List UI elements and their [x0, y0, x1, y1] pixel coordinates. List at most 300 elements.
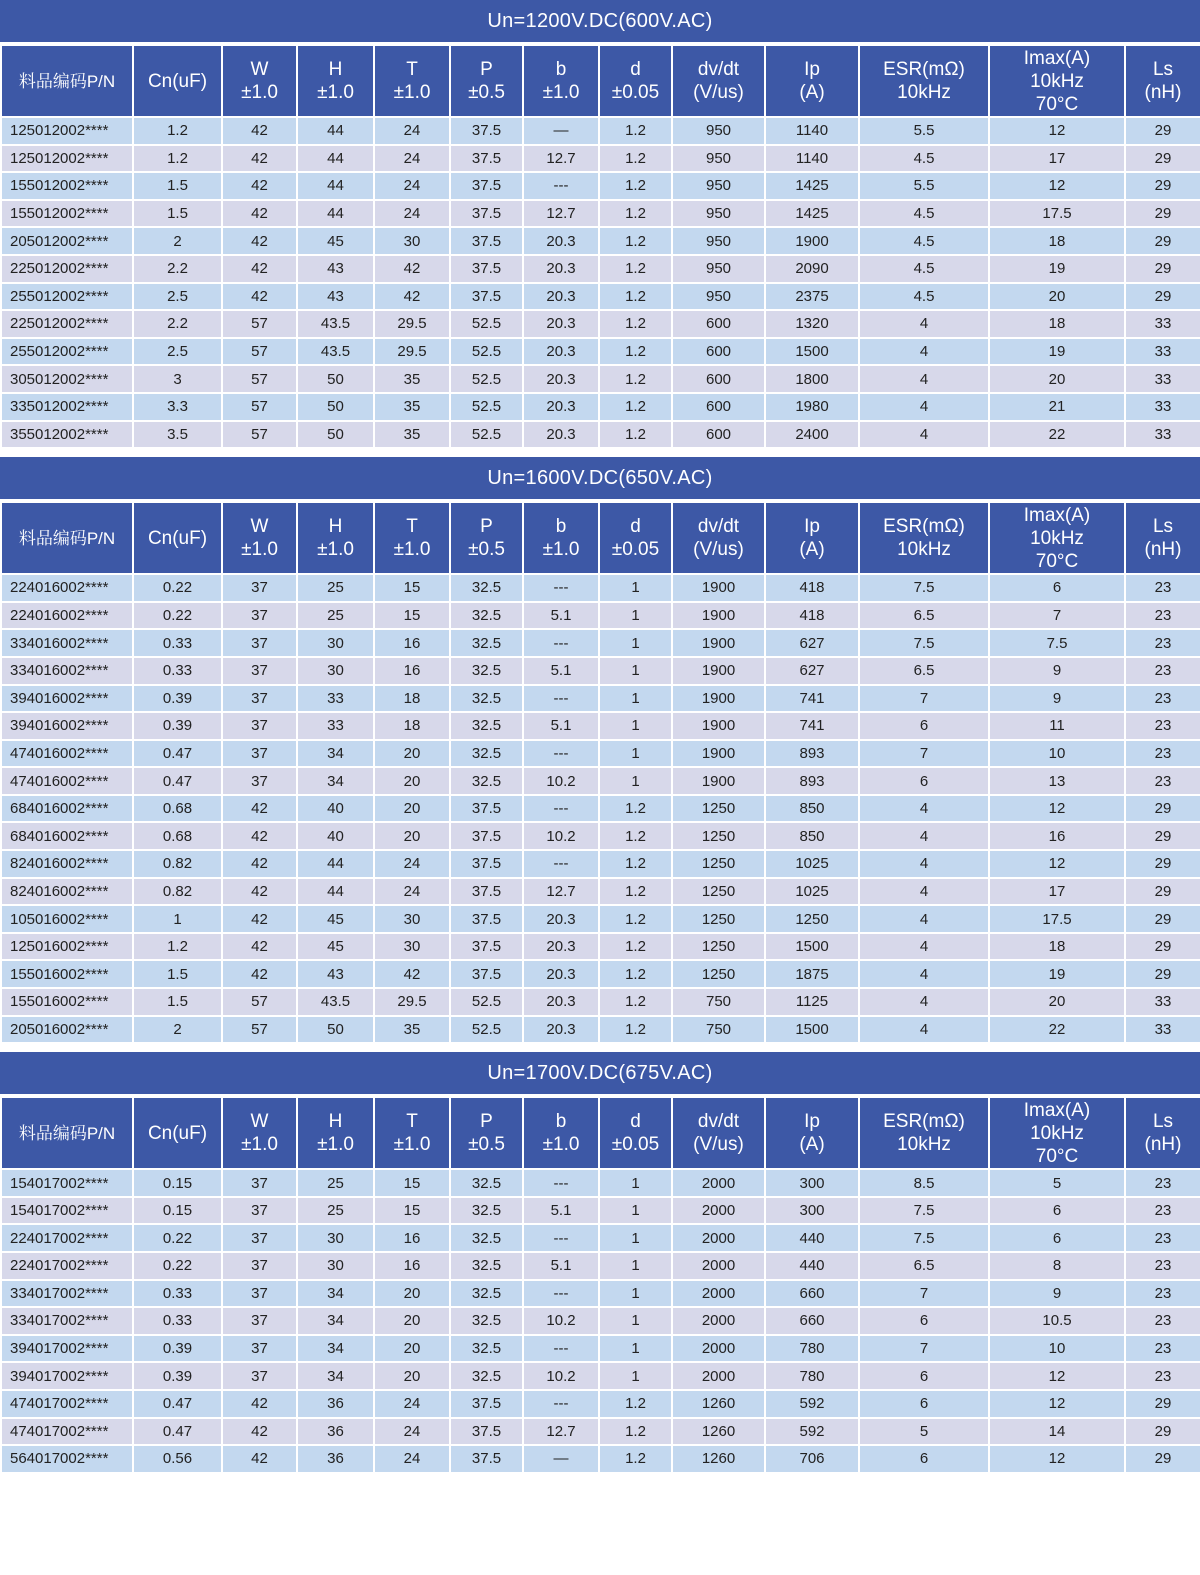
table-row — [1, 117, 1200, 145]
cell-d: 1 — [599, 740, 672, 768]
cell-peak-current: 1425 — [765, 172, 859, 200]
header-line: 料品编码P/N — [18, 71, 116, 91]
cell-d: 1.2 — [599, 365, 672, 393]
cell-inductance: 29 — [1125, 227, 1200, 255]
cell-d: 1.2 — [599, 1390, 672, 1418]
cell-capacitance: 0.22 — [133, 1252, 222, 1280]
cell-inductance: 23 — [1125, 629, 1200, 657]
header-line: 10kHz — [897, 82, 951, 103]
header-line: ESR(mΩ) — [883, 59, 965, 80]
cell-inductance: 29 — [1125, 1390, 1200, 1418]
column-header-capacitance — [133, 1097, 222, 1169]
table-row — [1, 602, 1200, 630]
cell-height: 33 — [297, 712, 374, 740]
cell-peak-current: 2400 — [765, 421, 859, 449]
cell-pitch: 37.5 — [450, 905, 523, 933]
section-title: Un=1600V.DC(650V.AC) — [0, 457, 1200, 501]
cell-esr: 6.5 — [859, 1252, 989, 1280]
cell-imax: 19 — [989, 960, 1125, 988]
cell-esr: 4 — [859, 310, 989, 338]
cell-width: 37 — [222, 1307, 297, 1335]
cell-capacitance: 1.2 — [133, 117, 222, 145]
section-title: Un=1200V.DC(600V.AC) — [0, 0, 1200, 44]
cell-width: 42 — [222, 1445, 297, 1473]
cell-imax: 13 — [989, 767, 1125, 795]
cell-peak-current: 780 — [765, 1335, 859, 1363]
header-line: (A) — [799, 539, 825, 561]
column-header-b — [523, 502, 599, 574]
cell-b: 20.3 — [523, 988, 599, 1016]
cell-imax: 17 — [989, 145, 1125, 173]
cell-d: 1 — [599, 602, 672, 630]
cell-imax: 22 — [989, 421, 1125, 449]
table-row — [1, 988, 1200, 1016]
cell-width: 37 — [222, 629, 297, 657]
header-line: (V/us) — [693, 539, 744, 561]
table-row — [1, 172, 1200, 200]
cell-height: 45 — [297, 905, 374, 933]
cell-esr: 4.5 — [859, 227, 989, 255]
cell-d: 1.2 — [599, 145, 672, 173]
cell-dv-dt: 1250 — [672, 933, 765, 961]
cell-pitch: 52.5 — [450, 393, 523, 421]
cell-height: 50 — [297, 421, 374, 449]
cell-d: 1 — [599, 685, 672, 713]
cell-pitch: 32.5 — [450, 657, 523, 685]
cell-thickness: 42 — [374, 283, 450, 311]
cell-imax: 6 — [989, 1224, 1125, 1252]
cell-inductance: 23 — [1125, 1280, 1200, 1308]
cell-pitch: 37.5 — [450, 172, 523, 200]
cell-pitch: 37.5 — [450, 283, 523, 311]
cell-inductance: 29 — [1125, 145, 1200, 173]
cell-part-number: 205016002**** — [1, 1016, 133, 1044]
cell-imax: 20 — [989, 283, 1125, 311]
cell-peak-current: 893 — [765, 740, 859, 768]
cell-thickness: 29.5 — [374, 310, 450, 338]
column-header-pitch — [450, 45, 523, 117]
cell-d: 1 — [599, 1307, 672, 1335]
cell-part-number: 824016002**** — [1, 850, 133, 878]
cell-esr: 4 — [859, 365, 989, 393]
cell-height: 25 — [297, 1197, 374, 1225]
table-row — [1, 878, 1200, 906]
column-header-part-number — [1, 45, 133, 117]
cell-peak-current: 1025 — [765, 878, 859, 906]
table-row — [1, 365, 1200, 393]
cell-thickness: 30 — [374, 227, 450, 255]
cell-width: 37 — [222, 1224, 297, 1252]
cell-esr: 4.5 — [859, 283, 989, 311]
header-line: ±0.5 — [468, 1134, 505, 1156]
cell-esr: 4 — [859, 421, 989, 449]
cell-capacitance: 0.47 — [133, 1418, 222, 1446]
cell-inductance: 23 — [1125, 574, 1200, 602]
cell-height: 34 — [297, 1307, 374, 1335]
cell-inductance: 23 — [1125, 1197, 1200, 1225]
cell-capacitance: 0.39 — [133, 712, 222, 740]
header-line: (A) — [799, 82, 825, 103]
cell-height: 34 — [297, 1280, 374, 1308]
cell-imax: 17.5 — [989, 200, 1125, 228]
header-line: ±1.0 — [393, 82, 431, 103]
cell-height: 50 — [297, 1016, 374, 1044]
cell-height: 43.5 — [297, 988, 374, 1016]
cell-thickness: 16 — [374, 657, 450, 685]
cell-d: 1 — [599, 574, 672, 602]
cell-width: 57 — [222, 338, 297, 366]
cell-inductance: 29 — [1125, 933, 1200, 961]
cell-width: 57 — [222, 393, 297, 421]
cell-part-number: 225012002**** — [1, 255, 133, 283]
cell-d: 1.2 — [599, 117, 672, 145]
cell-width: 42 — [222, 960, 297, 988]
cell-width: 42 — [222, 905, 297, 933]
header-line: Cn(uF) — [147, 70, 208, 92]
cell-peak-current: 1500 — [765, 338, 859, 366]
cell-b: 5.1 — [523, 712, 599, 740]
table-row — [1, 1445, 1200, 1473]
cell-part-number: 334017002**** — [1, 1307, 133, 1335]
cell-d: 1.2 — [599, 960, 672, 988]
cell-esr: 4.5 — [859, 200, 989, 228]
cell-thickness: 18 — [374, 712, 450, 740]
table-row — [1, 767, 1200, 795]
cell-inductance: 29 — [1125, 200, 1200, 228]
cell-inductance: 29 — [1125, 822, 1200, 850]
cell-imax: 18 — [989, 933, 1125, 961]
cell-imax: 7 — [989, 602, 1125, 630]
cell-esr: 6 — [859, 767, 989, 795]
column-header-width — [222, 45, 297, 117]
cell-peak-current: 300 — [765, 1169, 859, 1197]
cell-height: 40 — [297, 795, 374, 823]
cell-capacitance: 0.39 — [133, 1362, 222, 1390]
column-header-d — [599, 45, 672, 117]
cell-inductance: 29 — [1125, 1418, 1200, 1446]
cell-esr: 7 — [859, 1280, 989, 1308]
cell-part-number: 474016002**** — [1, 740, 133, 768]
cell-width: 57 — [222, 988, 297, 1016]
cell-b: --- — [523, 629, 599, 657]
header-line: 料品编码P/N — [18, 528, 116, 548]
spec-section — [0, 457, 1200, 1044]
cell-capacitance: 0.56 — [133, 1445, 222, 1473]
cell-capacitance: 1.5 — [133, 172, 222, 200]
cell-height: 30 — [297, 629, 374, 657]
section-gap — [0, 449, 1200, 457]
column-header-esr — [859, 1097, 989, 1169]
cell-thickness: 35 — [374, 421, 450, 449]
header-line: W — [250, 59, 269, 80]
cell-pitch: 37.5 — [450, 795, 523, 823]
cell-height: 43 — [297, 255, 374, 283]
cell-b: --- — [523, 850, 599, 878]
header-line: ±0.05 — [611, 82, 660, 103]
column-header-capacitance — [133, 502, 222, 574]
cell-inductance: 29 — [1125, 283, 1200, 311]
cell-capacitance: 0.15 — [133, 1197, 222, 1225]
cell-dv-dt: 950 — [672, 145, 765, 173]
header-line: ±1.0 — [542, 82, 580, 103]
cell-width: 37 — [222, 685, 297, 713]
cell-b: 20.3 — [523, 393, 599, 421]
cell-part-number: 255012002**** — [1, 283, 133, 311]
table-row — [1, 200, 1200, 228]
cell-pitch: 37.5 — [450, 200, 523, 228]
cell-b: --- — [523, 1224, 599, 1252]
cell-esr: 4.5 — [859, 145, 989, 173]
cell-dv-dt: 950 — [672, 227, 765, 255]
cell-d: 1 — [599, 1280, 672, 1308]
cell-height: 25 — [297, 602, 374, 630]
cell-part-number: 155012002**** — [1, 200, 133, 228]
cell-part-number: 155016002**** — [1, 988, 133, 1016]
cell-inductance: 33 — [1125, 421, 1200, 449]
cell-pitch: 37.5 — [450, 117, 523, 145]
cell-esr: 4 — [859, 905, 989, 933]
cell-width: 37 — [222, 767, 297, 795]
cell-pitch: 32.5 — [450, 1362, 523, 1390]
column-header-part-number — [1, 1097, 133, 1169]
cell-height: 30 — [297, 1252, 374, 1280]
header-line: (nH) — [1144, 1134, 1182, 1156]
cell-height: 36 — [297, 1390, 374, 1418]
cell-thickness: 20 — [374, 1307, 450, 1335]
header-line: T — [406, 516, 418, 538]
cell-pitch: 32.5 — [450, 1224, 523, 1252]
cell-width: 42 — [222, 1390, 297, 1418]
cell-height: 43.5 — [297, 310, 374, 338]
column-header-inductance — [1125, 1097, 1200, 1169]
cell-capacitance: 2.2 — [133, 310, 222, 338]
cell-inductance: 23 — [1125, 767, 1200, 795]
cell-dv-dt: 2000 — [672, 1307, 765, 1335]
cell-height: 30 — [297, 657, 374, 685]
cell-d: 1 — [599, 1224, 672, 1252]
cell-b: --- — [523, 795, 599, 823]
header-line: (V/us) — [693, 1134, 744, 1156]
cell-height: 44 — [297, 117, 374, 145]
cell-b: 20.3 — [523, 960, 599, 988]
cell-pitch: 37.5 — [450, 933, 523, 961]
header-line: ±1.0 — [393, 539, 431, 561]
cell-part-number: 334017002**** — [1, 1280, 133, 1308]
cell-part-number: 305012002**** — [1, 365, 133, 393]
cell-width: 42 — [222, 255, 297, 283]
cell-inductance: 33 — [1125, 1016, 1200, 1044]
cell-thickness: 20 — [374, 1362, 450, 1390]
cell-d: 1 — [599, 1197, 672, 1225]
cell-d: 1.2 — [599, 795, 672, 823]
cell-width: 42 — [222, 878, 297, 906]
cell-d: 1.2 — [599, 988, 672, 1016]
cell-width: 57 — [222, 1016, 297, 1044]
cell-part-number: 225012002**** — [1, 310, 133, 338]
cell-width: 42 — [222, 172, 297, 200]
spec-section — [0, 1052, 1200, 1474]
cell-inductance: 29 — [1125, 172, 1200, 200]
section-title: Un=1700V.DC(675V.AC) — [0, 1052, 1200, 1096]
cell-thickness: 30 — [374, 905, 450, 933]
column-header-peak-current — [765, 1097, 859, 1169]
cell-peak-current: 1980 — [765, 393, 859, 421]
column-header-pitch — [450, 1097, 523, 1169]
cell-width: 37 — [222, 1280, 297, 1308]
cell-d: 1 — [599, 1362, 672, 1390]
header-line: b — [555, 516, 567, 538]
header-line: ±1.0 — [317, 1134, 354, 1156]
cell-height: 45 — [297, 933, 374, 961]
cell-d: 1.2 — [599, 421, 672, 449]
cell-pitch: 32.5 — [450, 1197, 523, 1225]
cell-capacitance: 1.2 — [133, 145, 222, 173]
cell-d: 1 — [599, 1335, 672, 1363]
header-line: T — [406, 59, 418, 80]
cell-part-number: 684016002**** — [1, 795, 133, 823]
cell-height: 44 — [297, 145, 374, 173]
cell-capacitance: 0.82 — [133, 850, 222, 878]
table-row — [1, 393, 1200, 421]
cell-width: 42 — [222, 795, 297, 823]
cell-peak-current: 1500 — [765, 933, 859, 961]
cell-peak-current: 780 — [765, 1362, 859, 1390]
cell-part-number: 125012002**** — [1, 145, 133, 173]
cell-d: 1.2 — [599, 393, 672, 421]
cell-dv-dt: 1250 — [672, 795, 765, 823]
cell-height: 44 — [297, 172, 374, 200]
cell-b: 12.7 — [523, 878, 599, 906]
cell-pitch: 52.5 — [450, 338, 523, 366]
cell-esr: 7.5 — [859, 1197, 989, 1225]
cell-thickness: 20 — [374, 740, 450, 768]
header-line: 10kHz — [1030, 70, 1084, 92]
cell-capacitance: 2.5 — [133, 338, 222, 366]
cell-d: 1.2 — [599, 227, 672, 255]
cell-b: 20.3 — [523, 933, 599, 961]
header-line: H — [328, 516, 343, 538]
column-header-width — [222, 1097, 297, 1169]
cell-b: --- — [523, 685, 599, 713]
cell-thickness: 24 — [374, 878, 450, 906]
cell-capacitance: 3 — [133, 365, 222, 393]
cell-imax: 20 — [989, 365, 1125, 393]
column-header-width — [222, 502, 297, 574]
column-header-thickness — [374, 502, 450, 574]
cell-peak-current: 741 — [765, 685, 859, 713]
cell-esr: 7 — [859, 1335, 989, 1363]
cell-esr: 7.5 — [859, 574, 989, 602]
cell-imax: 10 — [989, 740, 1125, 768]
cell-dv-dt: 950 — [672, 283, 765, 311]
cell-capacitance: 2 — [133, 227, 222, 255]
cell-d: 1 — [599, 629, 672, 657]
cell-pitch: 52.5 — [450, 421, 523, 449]
column-header-d — [599, 502, 672, 574]
header-line: (nH) — [1144, 82, 1182, 103]
header-line: dv/dt — [697, 1111, 740, 1133]
cell-peak-current: 592 — [765, 1418, 859, 1446]
cell-b: 10.2 — [523, 1362, 599, 1390]
cell-pitch: 37.5 — [450, 878, 523, 906]
cell-dv-dt: 950 — [672, 117, 765, 145]
cell-width: 57 — [222, 310, 297, 338]
cell-b: 20.3 — [523, 338, 599, 366]
cell-peak-current: 1025 — [765, 850, 859, 878]
header-line: P — [480, 59, 493, 80]
header-line: Ip — [804, 516, 820, 538]
cell-peak-current: 592 — [765, 1390, 859, 1418]
cell-peak-current: 1320 — [765, 310, 859, 338]
cell-width: 42 — [222, 283, 297, 311]
cell-d: 1 — [599, 1169, 672, 1197]
header-line: (V/us) — [693, 82, 744, 103]
cell-imax: 22 — [989, 1016, 1125, 1044]
cell-imax: 12 — [989, 1445, 1125, 1473]
header-line: ±1.0 — [241, 539, 278, 561]
cell-capacitance: 0.33 — [133, 657, 222, 685]
cell-thickness: 24 — [374, 1418, 450, 1446]
cell-b: 5.1 — [523, 1252, 599, 1280]
table-row — [1, 822, 1200, 850]
header-line: Ip — [804, 1111, 820, 1133]
cell-pitch: 32.5 — [450, 1252, 523, 1280]
cell-esr: 4 — [859, 878, 989, 906]
cell-inductance: 23 — [1125, 685, 1200, 713]
header-line: ESR(mΩ) — [883, 516, 965, 538]
cell-capacitance: 3.5 — [133, 421, 222, 449]
cell-thickness: 24 — [374, 1445, 450, 1473]
cell-height: 40 — [297, 822, 374, 850]
cell-peak-current: 1875 — [765, 960, 859, 988]
cell-peak-current: 2090 — [765, 255, 859, 283]
cell-imax: 12 — [989, 1362, 1125, 1390]
cell-b: --- — [523, 1280, 599, 1308]
header-line: Ls — [1152, 59, 1174, 80]
cell-height: 43.5 — [297, 338, 374, 366]
cell-esr: 4.5 — [859, 255, 989, 283]
cell-capacitance: 0.47 — [133, 740, 222, 768]
cell-dv-dt: 1260 — [672, 1390, 765, 1418]
column-header-imax — [989, 45, 1125, 117]
cell-inductance: 23 — [1125, 1169, 1200, 1197]
cell-dv-dt: 2000 — [672, 1169, 765, 1197]
cell-part-number: 564017002**** — [1, 1445, 133, 1473]
cell-pitch: 32.5 — [450, 629, 523, 657]
cell-peak-current: 1140 — [765, 117, 859, 145]
cell-b: --- — [523, 1335, 599, 1363]
cell-esr: 6 — [859, 1390, 989, 1418]
column-header-peak-current — [765, 502, 859, 574]
cell-imax: 9 — [989, 657, 1125, 685]
cell-dv-dt: 600 — [672, 338, 765, 366]
cell-part-number: 224017002**** — [1, 1252, 133, 1280]
table-row — [1, 421, 1200, 449]
cell-part-number: 394017002**** — [1, 1362, 133, 1390]
cell-part-number: 125012002**** — [1, 117, 133, 145]
cell-dv-dt: 600 — [672, 393, 765, 421]
cell-part-number: 255012002**** — [1, 338, 133, 366]
header-line: ±0.05 — [611, 1134, 660, 1156]
cell-height: 36 — [297, 1418, 374, 1446]
cell-d: 1.2 — [599, 933, 672, 961]
table-row — [1, 1335, 1200, 1363]
cell-thickness: 20 — [374, 1335, 450, 1363]
cell-b: 20.3 — [523, 255, 599, 283]
column-header-pitch — [450, 502, 523, 574]
column-header-height — [297, 1097, 374, 1169]
header-line: dv/dt — [697, 516, 740, 538]
